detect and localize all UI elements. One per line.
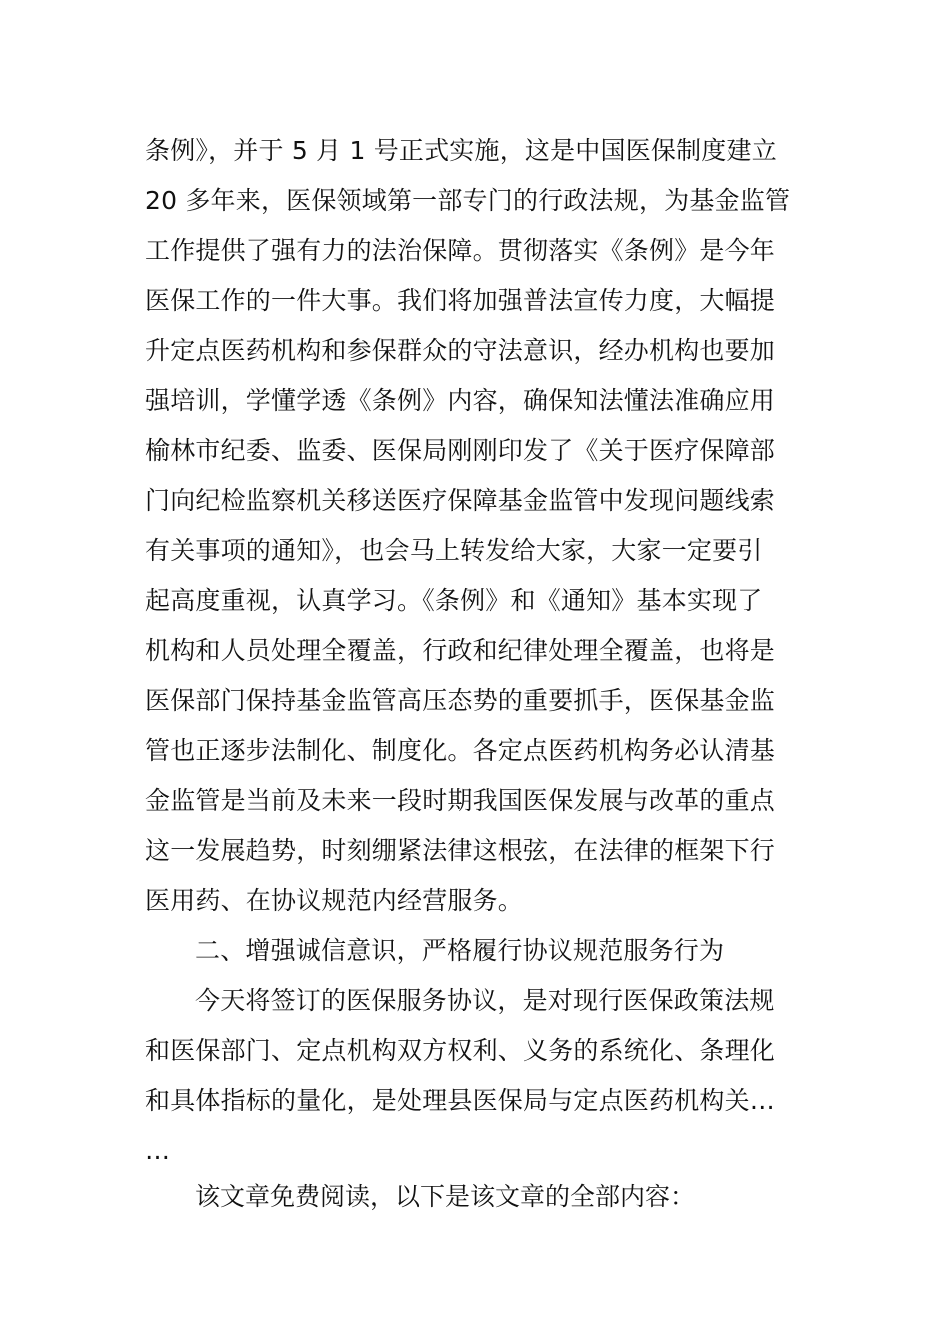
- free-reading-notice: 该文章免费阅读，以下是该文章的全部内容：: [195, 1182, 696, 1211]
- body-line-3: 工作提供了强有力的法治保障。贯彻落实《条例》是今年: [145, 236, 776, 265]
- body-line-1: 条例》，并于 5 月 1 号正式实施，这是中国医保制度建立: [145, 136, 777, 165]
- body-line-12: 医保部门保持基金监管高压态势的重要抓手，医保基金监: [145, 686, 776, 715]
- body-line-19: 和医保部门、定点机构双方权利、义务的系统化、条理化: [145, 1036, 776, 1065]
- body-line-10: 起高度重视，认真学习。《条例》和《通知》基本实现了: [145, 586, 763, 615]
- body-line-5: 升定点医药机构和参保群众的守法意识，经办机构也要加: [145, 336, 776, 365]
- body-line-11: 机构和人员处理全覆盖，行政和纪律处理全覆盖，也将是: [145, 636, 776, 665]
- body-line-16: 医用药、在协议规范内经营服务。: [145, 886, 524, 915]
- body-line-8: 门向纪检监察机关移送医疗保障基金监管中发现问题线索: [145, 486, 776, 515]
- body-line-21: …: [145, 1136, 171, 1165]
- body-line-18: 今天将签订的医保服务协议，是对现行医保政策法规: [195, 986, 775, 1015]
- body-line-20: 和具体指标的量化，是处理县医保局与定点医药机构关…: [145, 1086, 776, 1115]
- body-line-13: 管也正逐步法制化、制度化。各定点医药机构务必认清基: [145, 736, 776, 765]
- body-line-14: 金监管是当前及未来一段时期我国医保发展与改革的重点: [145, 786, 776, 815]
- body-line-15: 这一发展趋势，时刻绷紧法律这根弦，在法律的框架下行: [145, 836, 776, 865]
- body-line-2: 20 多年来，医保领域第一部专门的行政法规，为基金监管: [145, 186, 791, 215]
- section-heading: 二、增强诚信意识，严格履行协议规范服务行为: [195, 936, 725, 965]
- body-line-4: 医保工作的一件大事。我们将加强普法宣传力度，大幅提: [145, 286, 776, 315]
- body-line-9: 有关事项的通知》，也会马上转发给大家，大家一定要引: [145, 536, 763, 565]
- body-line-6: 强培训，学懂学透《条例》内容，确保知法懂法准确应用: [145, 386, 776, 415]
- document-body: [145, 126, 815, 1176]
- body-line-7: 榆林市纪委、监委、医保局刚刚印发了《关于医疗保障部: [145, 436, 776, 465]
